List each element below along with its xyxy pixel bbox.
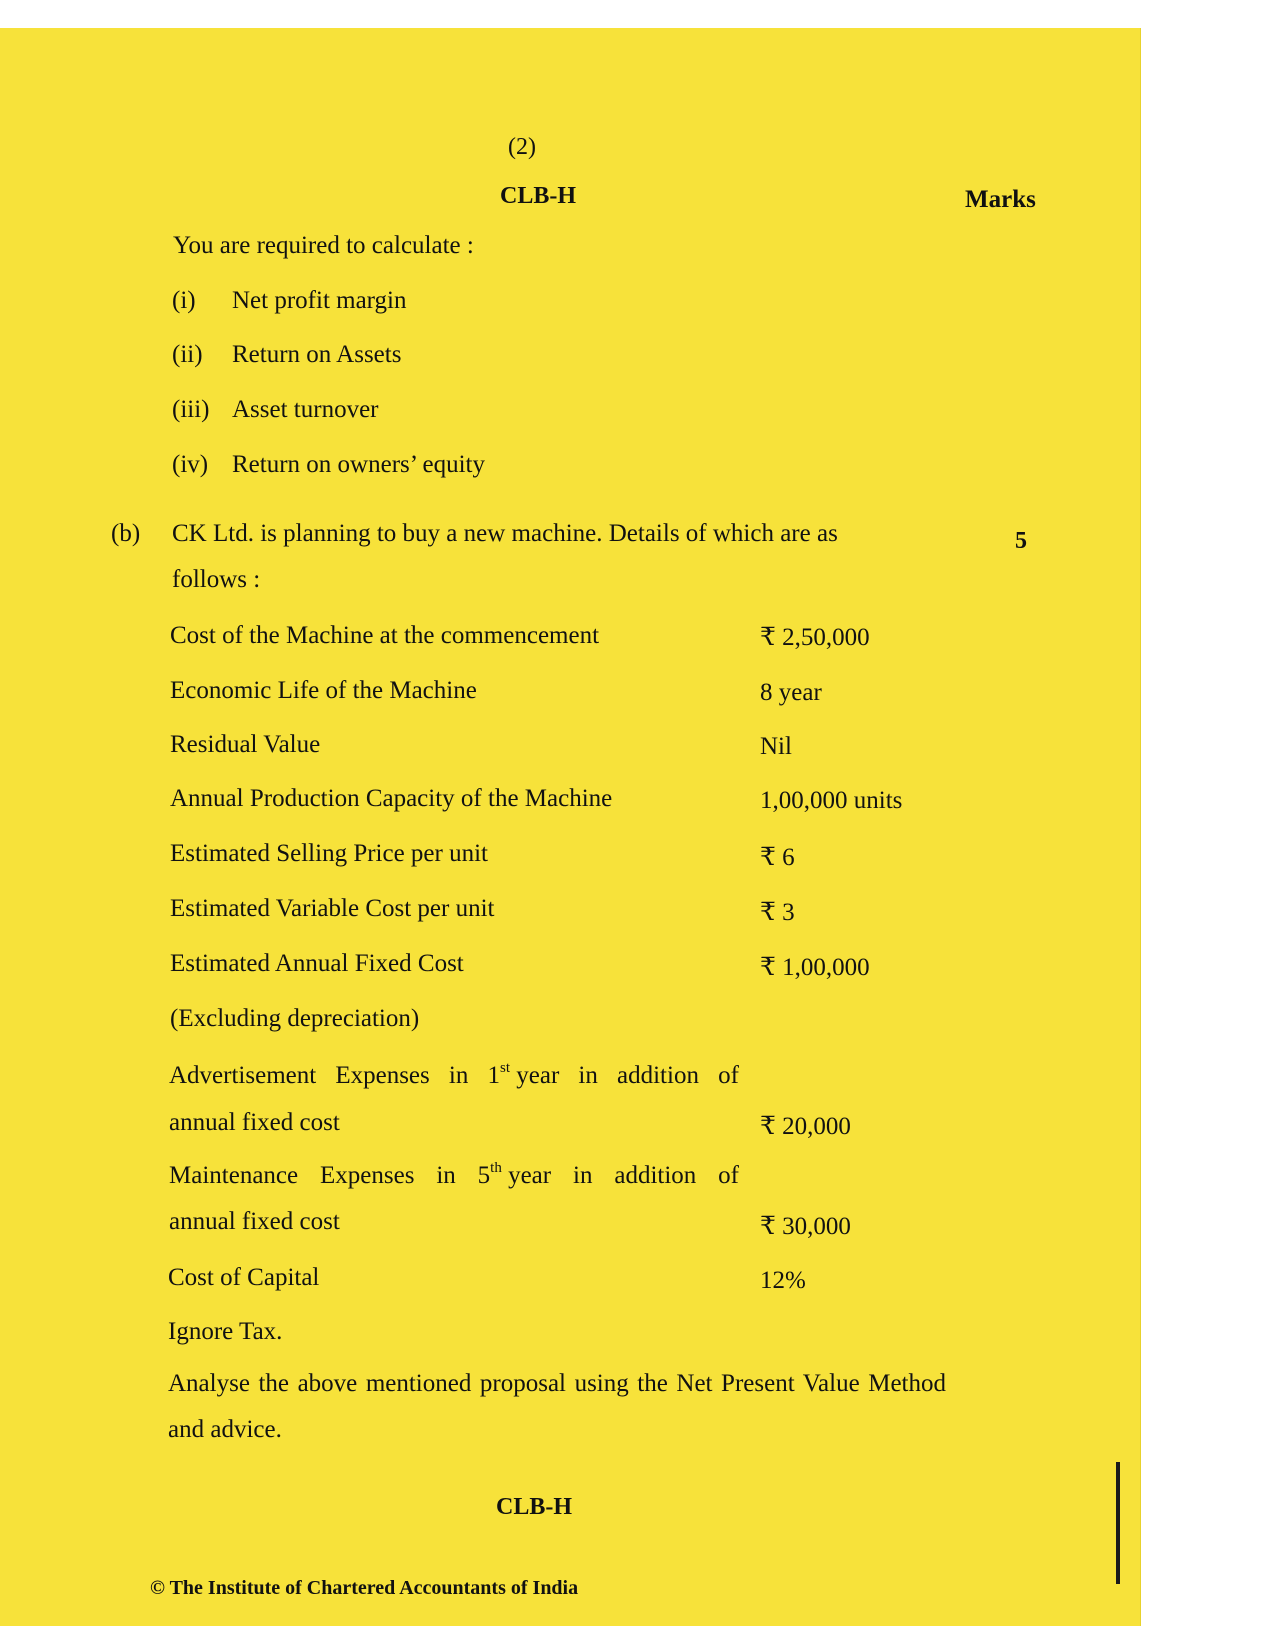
maintenance-line1 xyxy=(169,1162,739,1190)
list-item-number: (ii) xyxy=(172,341,203,368)
advertisement-value: ₹ 20,000 xyxy=(760,1113,851,1140)
advertisement-line1 xyxy=(169,1062,739,1090)
question-b-instruction: Analyse the above mentioned proposal using the Net Present Value Method and advice. xyxy=(168,1370,946,1443)
detail-label: Residual Value xyxy=(170,731,321,758)
margin-bar xyxy=(1116,1462,1120,1584)
detail-label: Economic Life of the Machine xyxy=(170,677,477,704)
paper-code-footer: CLB-H xyxy=(496,1494,573,1520)
list-item-number: (iv) xyxy=(172,451,209,478)
word: Maintenance xyxy=(169,1162,299,1189)
detail-value: 8 year xyxy=(760,679,822,706)
list-item-text: Return on Assets xyxy=(232,341,402,368)
copyright-notice: © The Institute of Chartered Accountants of India xyxy=(150,1577,579,1599)
question-b-text-line2: follows : xyxy=(172,566,261,593)
detail-label: Estimated Selling Price per unit xyxy=(170,840,488,867)
question-b-label: (b) xyxy=(111,520,141,547)
word: Advertisement xyxy=(169,1062,317,1089)
list-item-number: (iii) xyxy=(172,396,210,423)
word: in xyxy=(578,1062,598,1089)
word: in xyxy=(436,1162,456,1189)
word: of xyxy=(718,1062,739,1089)
list-item-text: Asset turnover xyxy=(232,396,379,423)
detail-label: Cost of the Machine at the commencement xyxy=(170,622,600,649)
detail-value: ₹ 2,50,000 xyxy=(760,624,870,651)
cost-of-capital-value: 12% xyxy=(760,1267,806,1294)
list-item-text: Net profit margin xyxy=(232,287,407,314)
detail-value: Nil xyxy=(760,733,792,760)
word: in xyxy=(573,1162,593,1189)
paper-code-header: CLB-H xyxy=(500,183,577,209)
calculation-intro: You are required to calculate : xyxy=(173,232,474,259)
detail-label: Estimated Variable Cost per unit xyxy=(170,895,495,922)
ordinal: 1st year xyxy=(487,1060,560,1089)
word: of xyxy=(718,1162,739,1189)
detail-value: ₹ 1,00,000 xyxy=(760,954,870,981)
advertisement-line2: annual fixed cost xyxy=(169,1109,340,1136)
question-b-marks: 5 xyxy=(1015,528,1027,554)
detail-label: Annual Production Capacity of the Machine xyxy=(170,785,613,812)
maintenance-line2: annual fixed cost xyxy=(169,1208,340,1235)
detail-value: ₹ 6 xyxy=(760,844,795,871)
detail-label: Estimated Annual Fixed Cost xyxy=(170,950,464,977)
detail-label: (Excluding depreciation) xyxy=(170,1005,420,1032)
marks-column-header: Marks xyxy=(965,186,1036,213)
detail-value: 1,00,000 units xyxy=(760,787,903,814)
word: in xyxy=(448,1062,469,1089)
cost-of-capital-label: Cost of Capital xyxy=(168,1264,320,1291)
word: addition xyxy=(614,1162,697,1189)
page-number: (2) xyxy=(508,134,536,160)
word: Expenses xyxy=(320,1162,415,1189)
word: Expenses xyxy=(335,1062,430,1089)
ordinal: 5th year xyxy=(477,1160,552,1189)
word: addition xyxy=(617,1062,699,1089)
maintenance-value: ₹ 30,000 xyxy=(760,1213,851,1240)
list-item-number: (i) xyxy=(172,287,196,314)
list-item-text: Return on owners’ equity xyxy=(232,451,485,478)
question-b-text-line1: CK Ltd. is planning to buy a new machine. Details of which are as xyxy=(172,520,838,547)
detail-value: ₹ 3 xyxy=(760,899,795,926)
ignore-tax-note: Ignore Tax. xyxy=(168,1318,283,1345)
